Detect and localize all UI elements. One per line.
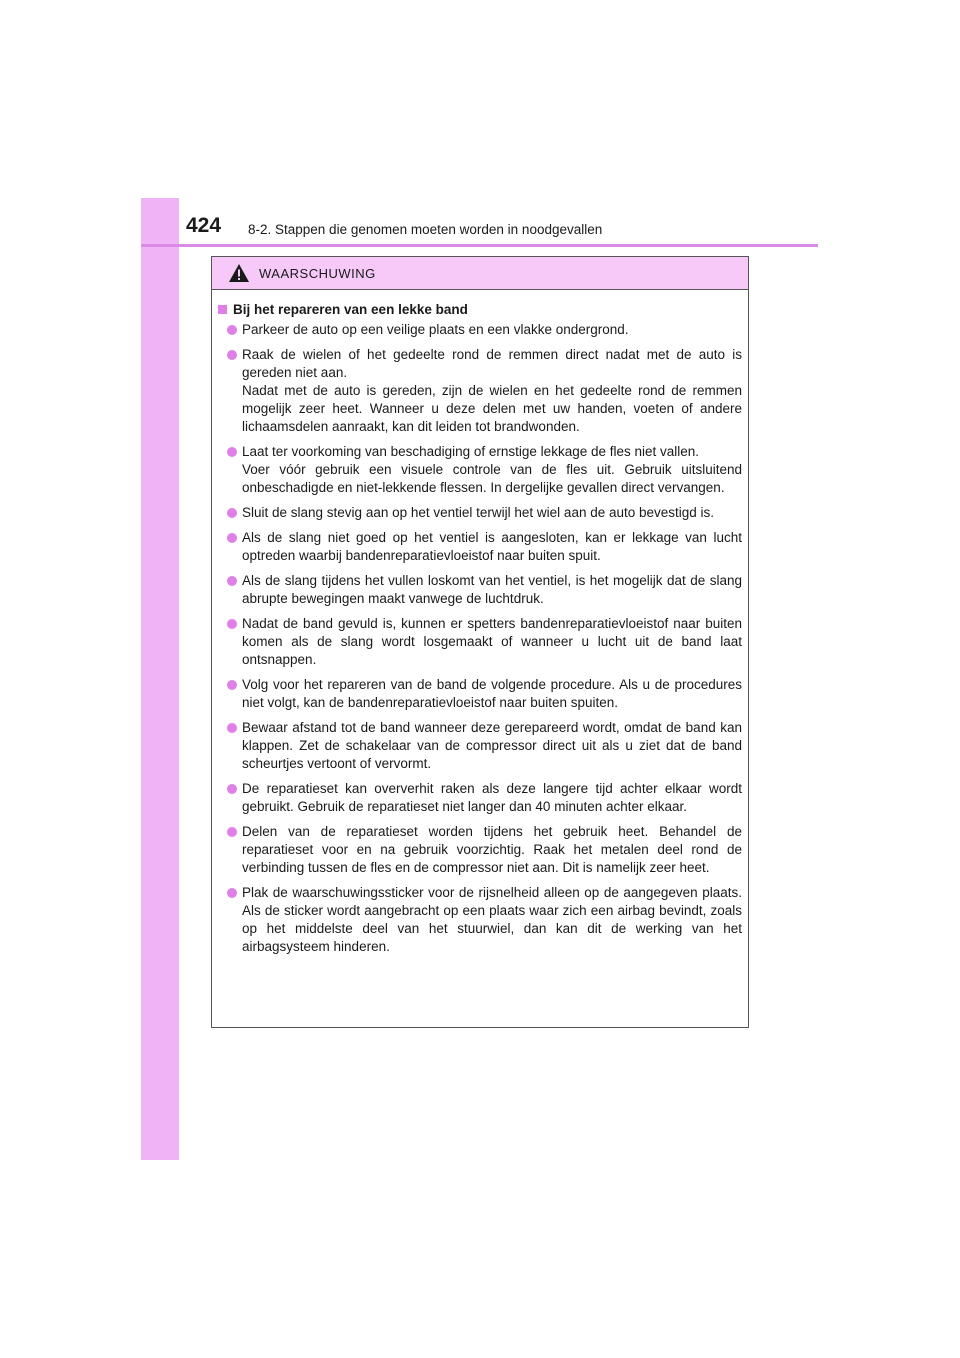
page-header: [186, 214, 818, 246]
list-item: Als de slang niet goed op het ventiel is aangesloten, kan er lekkage van lucht optreden waarbij bandenreparatievloeistof naar buiten spuit.: [218, 529, 742, 565]
bullet-dot-icon: [227, 827, 237, 837]
bullet-dot-icon: [227, 680, 237, 690]
list-item: Sluit de slang stevig aan op het ventiel terwijl het wiel aan de auto bevestigd is.: [218, 504, 742, 522]
list-item: Parkeer de auto op een veilige plaats en een vlakke ondergrond.: [218, 321, 742, 339]
bullet-dot-icon: [227, 619, 237, 629]
bullet-dot-icon: [227, 325, 237, 335]
section-heading: [218, 302, 742, 317]
bullet-dot-icon: [227, 576, 237, 586]
list-item: Laat ter voorkoming van beschadiging of ernstige lekkage de fles niet vallen. Voer vóór gebruik een visuele controle van de fles uit. Gebruik uitsluitend onbeschadigde en niet-lekkende flessen. In dergelijke gevallen direct vervangen.: [218, 443, 742, 497]
warning-body: [212, 290, 748, 956]
warning-header: [212, 257, 748, 290]
bullet-dot-icon: [227, 533, 237, 543]
warning-triangle-icon: [228, 263, 250, 283]
list-item: Raak de wielen of het gedeelte rond de remmen direct nadat met de auto is gereden niet aan. Nadat met de auto is gereden, zijn de wielen en het gedeelte rond de remmen mogelijk zeer heet. Wanneer u deze delen met uw handen, voeten of andere lichaamsdelen aanraakt, kan dit leiden tot brandwonden.: [218, 346, 742, 436]
warning-label: WAARSCHUWING: [259, 265, 376, 281]
list-item: Volg voor het repareren van de band de volgende procedure. Als u de procedures niet volgt, kan de bandenreparatievloeistof naar buiten spuiten.: [218, 676, 742, 712]
list-item: Bewaar afstand tot de band wanneer deze gerepareerd wordt, omdat de band kan klappen. Zet de schakelaar van de compressor direct uit als u ziet dat de band scheurtjes vertoont of vervormt.: [218, 719, 742, 773]
bullet-dot-icon: [227, 888, 237, 898]
page-number: 424: [186, 214, 222, 237]
section-title: Bij het repareren van een lekke band: [233, 302, 468, 317]
list-item: Plak de waarschuwingssticker voor de rijsnelheid alleen op de aangegeven plaats. Als de sticker wordt aangebracht op een plaats waar zich een airbag bevindt, zoals op het middelste deel van het stuurwiel, dan kan dit de werking van het airbagsysteem hinderen.: [218, 884, 742, 956]
bullet-dot-icon: [227, 723, 237, 733]
list-item: Delen van de reparatieset worden tijdens het gebruik heet. Behandel de reparatieset voor en na gebruik voorzichtig. Raak het metalen deel rond de verbinding tussen de fles en de compressor niet aan. Dit is namelijk zeer heet.: [218, 823, 742, 877]
header-rule: [141, 244, 818, 247]
list-item: Als de slang tijdens het vullen loskomt van het ventiel, is het mogelijk dat de slang abrupte bewegingen maakt vanwege de luchtdruk.: [218, 572, 742, 608]
bullet-dot-icon: [227, 508, 237, 518]
bullet-dot-icon: [227, 784, 237, 794]
bullet-dot-icon: [227, 447, 237, 457]
chapter-title: 8-2. Stappen die genomen moeten worden in noodgevallen: [248, 222, 603, 237]
bullet-dot-icon: [227, 350, 237, 360]
list-item: Nadat de band gevuld is, kunnen er spetters bandenreparatievloeistof naar buiten komen als de slang wordt losgemaakt of wanneer u lucht uit de band laat ontsnappen.: [218, 615, 742, 669]
square-bullet-icon: [218, 305, 227, 314]
warning-box: [211, 256, 749, 1028]
list-item: De reparatieset kan oververhit raken als deze langere tijd achter elkaar wordt gebruikt. Gebruik de reparatieset niet langer dan 40 minuten achter elkaar.: [218, 780, 742, 816]
warning-list: [218, 321, 742, 956]
chapter-side-band: [141, 198, 179, 1160]
